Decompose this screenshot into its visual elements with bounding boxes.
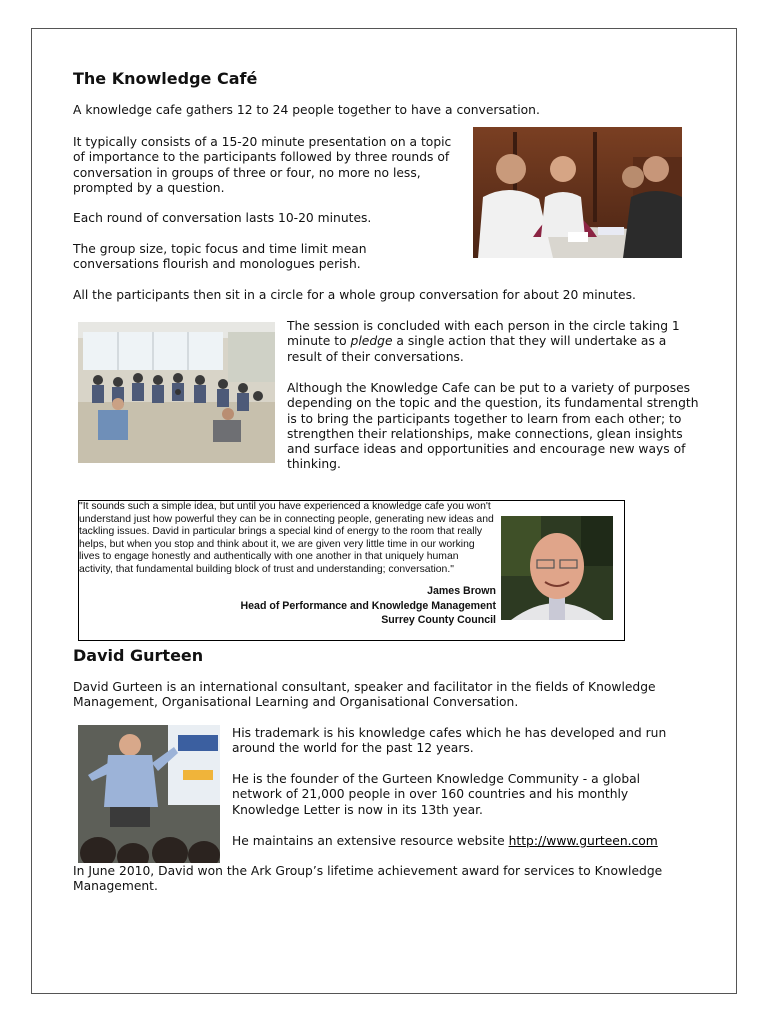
round-paragraph: Each round of conversation lasts 10-20 minutes.	[73, 211, 372, 225]
presentation-paragraph: It typically consists of a 15-20 minute presentation on a topic of importance to the participants followed by three rounds of conversation in groups of three or four, no more no less, prompted by a question.	[73, 135, 452, 195]
session-paragraph	[287, 319, 702, 365]
award-paragraph: In June 2010, David won the Ark Group’s lifetime achievement award for services to Knowledge Management.	[73, 864, 663, 894]
gurteen-website-link[interactable]: http://www.gurteen.com	[508, 834, 658, 848]
section-title-knowledge-cafe: The Knowledge Café	[73, 69, 258, 88]
testimonial-portrait-photo	[501, 516, 613, 620]
circle-paragraph: All the participants then sit in a circle for a whole group conversation for about 20 minutes.	[73, 288, 636, 302]
testimonial-box	[78, 500, 625, 641]
pledge-emphasis: pledge	[350, 334, 393, 349]
community-paragraph: He is the founder of the Gurteen Knowledge Community - a global network of 21,000 people in over 160 countries and his monthly Knowledge Letter is now in its 13th year.	[232, 772, 641, 817]
circle-meeting-photo	[78, 322, 275, 463]
website-text: He maintains an extensive resource website	[232, 834, 509, 848]
testimonial-role: Head of Performance and Knowledge Management	[240, 600, 496, 612]
intro-paragraph: A knowledge cafe gathers 12 to 24 people together to have a conversation.	[73, 103, 540, 117]
website-paragraph	[232, 834, 702, 849]
bio-intro-paragraph: David Gurteen is an international consultant, speaker and facilitator in the fields of Knowledge Management, Organisational Learning and Organisational Conversation.	[73, 680, 656, 710]
trademark-paragraph: His trademark is his knowledge cafes which he has developed and run around the world for the past 12 years.	[232, 726, 667, 756]
section-title-david-gurteen: David Gurteen	[73, 646, 204, 665]
session-text-end: a single action that they will undertake as a result of their conversations.	[287, 334, 667, 364]
testimonial-name: James Brown	[427, 585, 496, 597]
strength-paragraph: Although the Knowledge Cafe can be put to a variety of purposes depending on the topic and the question, its fundamental strength is to bring the participants together to learn from each other; to strengthen their relationships, make connections, glean insights and surface ideas and opportunities and encourage new ways of thinking.	[287, 381, 699, 472]
cafe-conversation-photo	[473, 127, 682, 258]
group-size-paragraph: The group size, topic focus and time limit mean conversations flourish and monologues perish.	[73, 242, 367, 272]
testimonial-organisation: Surrey County Council	[381, 614, 496, 626]
session-text-start: The session is concluded with each person in the circle taking 1 minute to	[287, 319, 680, 349]
speaker-photo	[78, 725, 220, 863]
testimonial-text: "It sounds such a simple idea, but until you have experienced a knowledge cafe you won't understand just how powerful they can be in connecting people, generating new ideas and tackling issues. David in particular brings a special kind of energy to the room that really helps, but when you stop and think about it, we are given very little time in our working lives to engage honestly and authentically with one another in that uniquely human activity, that fundamental building block of trust and understanding; conversation."	[79, 501, 494, 575]
